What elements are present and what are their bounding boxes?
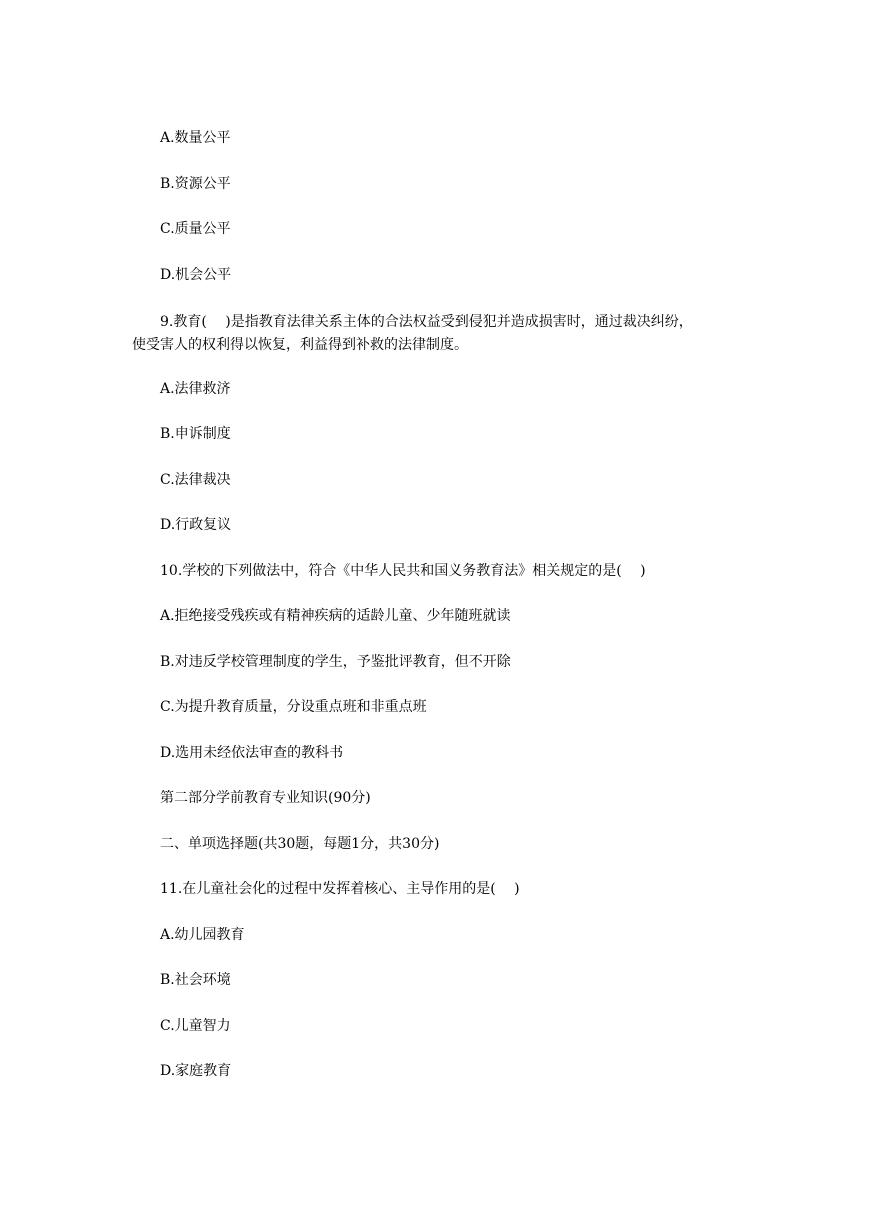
option-9a: A.法律救济 — [160, 381, 231, 397]
question-10: 10.学校的下列做法中，符合《中华人民共和国义务教育法》相关规定的是( ) — [160, 563, 646, 579]
option-8c: C.质量公平 — [160, 221, 231, 237]
option-9d: D.行政复议 — [160, 517, 232, 533]
option-10d: D.选用未经依法审查的教科书 — [160, 745, 344, 761]
question-11: 11.在儿童社会化的过程中发挥着核心、主导作用的是( ) — [160, 881, 520, 897]
option-8a: A.数量公平 — [160, 130, 231, 146]
option-11d: D.家庭教育 — [160, 1063, 232, 1079]
section-heading-single-choice: 二、单项选择题(共30题，每题1分，共30分) — [160, 836, 440, 852]
option-10c: C.为提升教育质量，分设重点班和非重点班 — [160, 699, 427, 715]
option-10b: B.对违反学校管理制度的学生，予鉴批评教育，但不开除 — [160, 654, 511, 670]
option-11b: B.社会环境 — [160, 972, 231, 988]
option-8d: D.机会公平 — [160, 267, 232, 283]
option-11a: A.幼儿园教育 — [160, 927, 245, 943]
option-10a: A.拒绝接受残疾或有精神疾病的适龄儿童、少年随班就读 — [160, 608, 511, 624]
option-9c: C.法律裁决 — [160, 472, 231, 488]
question-9-line-2: 使受害人的权利得以恢复，利益得到补救的法律制度。 — [132, 337, 468, 353]
question-9-line-1: 9.教育( )是指教育法律关系主体的合法权益受到侵犯并造成损害时，通过裁决纠纷， — [160, 314, 693, 330]
option-9b: B.申诉制度 — [160, 426, 231, 442]
option-11c: C.儿童智力 — [160, 1018, 231, 1034]
section-heading-part-two: 第二部分学前教育专业知识(90分) — [160, 790, 371, 806]
option-8b: B.资源公平 — [160, 176, 231, 192]
